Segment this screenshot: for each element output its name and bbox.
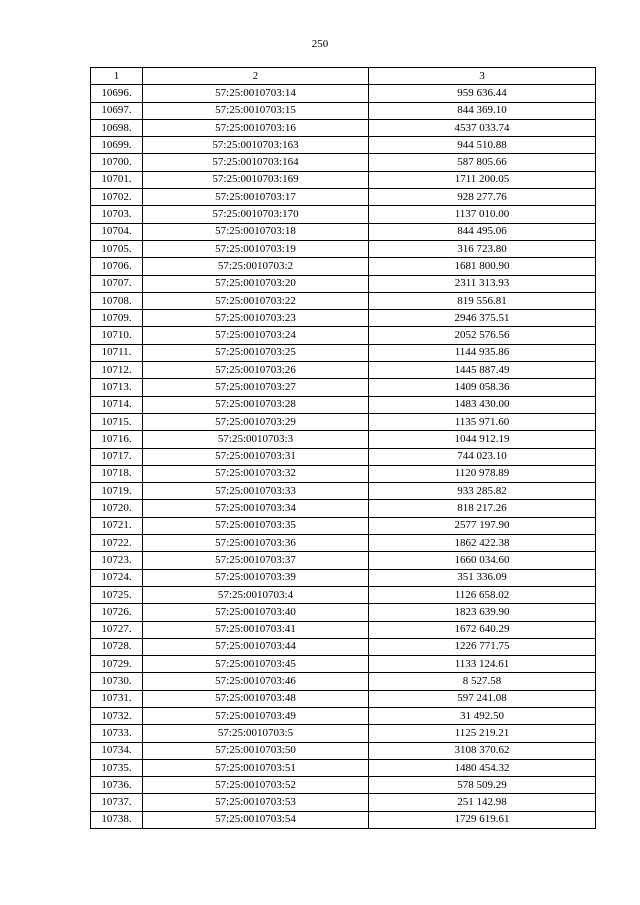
value-cell: 1133 124.61 <box>369 656 596 673</box>
value-cell: 844 369.10 <box>369 102 596 119</box>
cadastral-number-cell: 57:25:0010703:37 <box>143 552 369 569</box>
cadastral-number-cell: 57:25:0010703:53 <box>143 794 369 811</box>
cadastral-number-cell: 57:25:0010703:52 <box>143 777 369 794</box>
cadastral-number-cell: 57:25:0010703:49 <box>143 707 369 724</box>
table-row <box>91 638 596 655</box>
row-number-cell: 10722. <box>91 535 143 552</box>
data-table <box>90 67 596 829</box>
value-cell: 744 023.10 <box>369 448 596 465</box>
value-cell: 2946 375.51 <box>369 310 596 327</box>
table-row <box>91 189 596 206</box>
row-number-cell: 10717. <box>91 448 143 465</box>
value-cell: 351 336.09 <box>369 569 596 586</box>
value-cell: 587 805.66 <box>369 154 596 171</box>
value-cell: 1126 658.02 <box>369 586 596 603</box>
table-row <box>91 759 596 776</box>
value-cell: 578 509.29 <box>369 777 596 794</box>
value-cell: 844 495.06 <box>369 223 596 240</box>
value-cell: 1137 010.00 <box>369 206 596 223</box>
row-number-cell: 10720. <box>91 500 143 517</box>
cadastral-number-cell: 57:25:0010703:39 <box>143 569 369 586</box>
cadastral-number-cell: 57:25:0010703:32 <box>143 465 369 482</box>
row-number-cell: 10725. <box>91 586 143 603</box>
value-cell: 1144 935.86 <box>369 344 596 361</box>
table-row <box>91 517 596 534</box>
row-number-cell: 10709. <box>91 310 143 327</box>
value-cell: 1125 219.21 <box>369 725 596 742</box>
value-cell: 1044 912.19 <box>369 431 596 448</box>
cadastral-number-cell: 57:25:0010703:44 <box>143 638 369 655</box>
table-row <box>91 725 596 742</box>
cadastral-number-cell: 57:25:0010703:16 <box>143 119 369 136</box>
row-number-cell: 10738. <box>91 811 143 828</box>
table-row <box>91 690 596 707</box>
cadastral-number-cell: 57:25:0010703:163 <box>143 137 369 154</box>
value-cell: 251 142.98 <box>369 794 596 811</box>
row-number-cell: 10726. <box>91 604 143 621</box>
table-row <box>91 448 596 465</box>
table-row <box>91 465 596 482</box>
cadastral-number-cell: 57:25:0010703:36 <box>143 535 369 552</box>
row-number-cell: 10712. <box>91 362 143 379</box>
value-cell: 933 285.82 <box>369 483 596 500</box>
table-row <box>91 569 596 586</box>
cadastral-number-cell: 57:25:0010703:4 <box>143 586 369 603</box>
row-number-cell: 10708. <box>91 292 143 309</box>
value-cell: 8 527.58 <box>369 673 596 690</box>
table-row <box>91 240 596 257</box>
row-number-cell: 10707. <box>91 275 143 292</box>
value-cell: 928 277.76 <box>369 189 596 206</box>
table-row <box>91 275 596 292</box>
row-number-cell: 10727. <box>91 621 143 638</box>
cadastral-number-cell: 57:25:0010703:50 <box>143 742 369 759</box>
table-row <box>91 811 596 828</box>
value-cell: 4537 033.74 <box>369 119 596 136</box>
row-number-cell: 10700. <box>91 154 143 171</box>
cadastral-number-cell: 57:25:0010703:40 <box>143 604 369 621</box>
table-row <box>91 258 596 275</box>
table-body <box>91 85 596 829</box>
value-cell: 1409 058.36 <box>369 379 596 396</box>
cadastral-number-cell: 57:25:0010703:164 <box>143 154 369 171</box>
table-row <box>91 742 596 759</box>
row-number-cell: 10724. <box>91 569 143 586</box>
value-cell: 1445 887.49 <box>369 362 596 379</box>
table-row <box>91 535 596 552</box>
table-row <box>91 500 596 517</box>
cadastral-number-cell: 57:25:0010703:41 <box>143 621 369 638</box>
table-row <box>91 621 596 638</box>
column-header-3: 3 <box>369 68 596 85</box>
row-number-cell: 10706. <box>91 258 143 275</box>
table-header-row <box>91 68 596 85</box>
row-number-cell: 10732. <box>91 707 143 724</box>
table-row <box>91 431 596 448</box>
row-number-cell: 10721. <box>91 517 143 534</box>
value-cell: 316 723.80 <box>369 240 596 257</box>
row-number-cell: 10737. <box>91 794 143 811</box>
table-row <box>91 119 596 136</box>
row-number-cell: 10718. <box>91 465 143 482</box>
table-row <box>91 552 596 569</box>
row-number-cell: 10710. <box>91 327 143 344</box>
row-number-cell: 10711. <box>91 344 143 361</box>
table-row <box>91 292 596 309</box>
row-number-cell: 10728. <box>91 638 143 655</box>
row-number-cell: 10704. <box>91 223 143 240</box>
column-header-1: 1 <box>91 68 143 85</box>
table-row <box>91 656 596 673</box>
table-row <box>91 379 596 396</box>
table-row <box>91 102 596 119</box>
table-row <box>91 362 596 379</box>
row-number-cell: 10716. <box>91 431 143 448</box>
row-number-cell: 10696. <box>91 85 143 102</box>
value-cell: 1120 978.89 <box>369 465 596 482</box>
row-number-cell: 10705. <box>91 240 143 257</box>
row-number-cell: 10736. <box>91 777 143 794</box>
row-number-cell: 10702. <box>91 189 143 206</box>
value-cell: 2052 576.56 <box>369 327 596 344</box>
table-row <box>91 396 596 413</box>
cadastral-number-cell: 57:25:0010703:31 <box>143 448 369 465</box>
table-row <box>91 673 596 690</box>
cadastral-number-cell: 57:25:0010703:20 <box>143 275 369 292</box>
value-cell: 1660 034.60 <box>369 552 596 569</box>
cadastral-number-cell: 57:25:0010703:27 <box>143 379 369 396</box>
row-number-cell: 10703. <box>91 206 143 223</box>
row-number-cell: 10734. <box>91 742 143 759</box>
table-row <box>91 604 596 621</box>
table-row <box>91 310 596 327</box>
row-number-cell: 10729. <box>91 656 143 673</box>
table-row <box>91 154 596 171</box>
cadastral-number-cell: 57:25:0010703:170 <box>143 206 369 223</box>
cadastral-number-cell: 57:25:0010703:54 <box>143 811 369 828</box>
cadastral-number-cell: 57:25:0010703:5 <box>143 725 369 742</box>
cadastral-number-cell: 57:25:0010703:51 <box>143 759 369 776</box>
cadastral-number-cell: 57:25:0010703:34 <box>143 500 369 517</box>
row-number-cell: 10735. <box>91 759 143 776</box>
cadastral-number-cell: 57:25:0010703:25 <box>143 344 369 361</box>
value-cell: 818 217.26 <box>369 500 596 517</box>
value-cell: 959 636.44 <box>369 85 596 102</box>
cadastral-number-cell: 57:25:0010703:18 <box>143 223 369 240</box>
cadastral-number-cell: 57:25:0010703:15 <box>143 102 369 119</box>
page-number: 250 <box>311 38 329 50</box>
value-cell: 31 492.50 <box>369 707 596 724</box>
row-number-cell: 10697. <box>91 102 143 119</box>
row-number-cell: 10698. <box>91 119 143 136</box>
table-row <box>91 794 596 811</box>
value-cell: 2577 197.90 <box>369 517 596 534</box>
value-cell: 1681 800.90 <box>369 258 596 275</box>
row-number-cell: 10723. <box>91 552 143 569</box>
value-cell: 1672 640.29 <box>369 621 596 638</box>
cadastral-number-cell: 57:25:0010703:28 <box>143 396 369 413</box>
cadastral-number-cell: 57:25:0010703:19 <box>143 240 369 257</box>
table-row <box>91 206 596 223</box>
value-cell: 3108 370.62 <box>369 742 596 759</box>
cadastral-number-cell: 57:25:0010703:29 <box>143 413 369 430</box>
column-header-2: 2 <box>143 68 369 85</box>
cadastral-number-cell: 57:25:0010703:24 <box>143 327 369 344</box>
value-cell: 597 241.08 <box>369 690 596 707</box>
row-number-cell: 10731. <box>91 690 143 707</box>
cadastral-number-cell: 57:25:0010703:46 <box>143 673 369 690</box>
value-cell: 1729 619.61 <box>369 811 596 828</box>
value-cell: 944 510.88 <box>369 137 596 154</box>
value-cell: 2311 313.93 <box>369 275 596 292</box>
value-cell: 1483 430.00 <box>369 396 596 413</box>
table-row <box>91 413 596 430</box>
cadastral-number-cell: 57:25:0010703:33 <box>143 483 369 500</box>
cadastral-number-cell: 57:25:0010703:169 <box>143 171 369 188</box>
cadastral-number-cell: 57:25:0010703:26 <box>143 362 369 379</box>
row-number-cell: 10715. <box>91 413 143 430</box>
row-number-cell: 10730. <box>91 673 143 690</box>
table-row <box>91 707 596 724</box>
cadastral-number-cell: 57:25:0010703:22 <box>143 292 369 309</box>
row-number-cell: 10701. <box>91 171 143 188</box>
table-row <box>91 171 596 188</box>
table-row <box>91 344 596 361</box>
value-cell: 1823 639.90 <box>369 604 596 621</box>
cadastral-number-cell: 57:25:0010703:3 <box>143 431 369 448</box>
value-cell: 819 556.81 <box>369 292 596 309</box>
table-row <box>91 85 596 102</box>
value-cell: 1862 422.38 <box>369 535 596 552</box>
cadastral-number-cell: 57:25:0010703:35 <box>143 517 369 534</box>
value-cell: 1135 971.60 <box>369 413 596 430</box>
cadastral-number-cell: 57:25:0010703:45 <box>143 656 369 673</box>
row-number-cell: 10719. <box>91 483 143 500</box>
value-cell: 1226 771.75 <box>369 638 596 655</box>
table-row <box>91 327 596 344</box>
value-cell: 1711 200.05 <box>369 171 596 188</box>
value-cell: 1480 454.32 <box>369 759 596 776</box>
table-row <box>91 586 596 603</box>
cadastral-number-cell: 57:25:0010703:2 <box>143 258 369 275</box>
cadastral-number-cell: 57:25:0010703:23 <box>143 310 369 327</box>
row-number-cell: 10713. <box>91 379 143 396</box>
row-number-cell: 10733. <box>91 725 143 742</box>
table-row <box>91 137 596 154</box>
row-number-cell: 10699. <box>91 137 143 154</box>
table-row <box>91 777 596 794</box>
cadastral-number-cell: 57:25:0010703:48 <box>143 690 369 707</box>
cadastral-number-cell: 57:25:0010703:17 <box>143 189 369 206</box>
row-number-cell: 10714. <box>91 396 143 413</box>
cadastral-number-cell: 57:25:0010703:14 <box>143 85 369 102</box>
table-row <box>91 483 596 500</box>
table-row <box>91 223 596 240</box>
